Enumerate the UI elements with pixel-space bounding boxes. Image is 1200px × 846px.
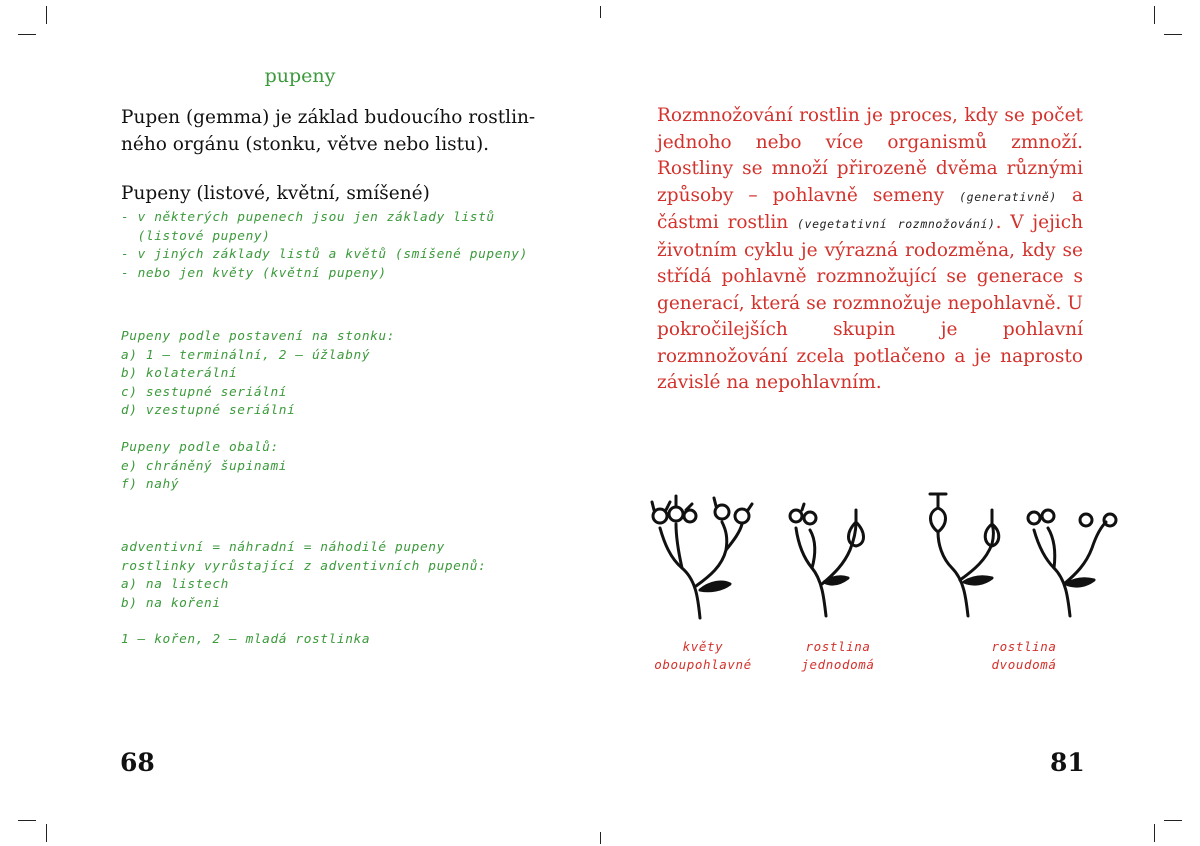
plant-label-line: jednodomá (801, 657, 875, 672)
list-item: b) kolaterální (121, 366, 238, 382)
lead-line: ného orgánu (stonku, větve nebo listu). (121, 134, 490, 155)
plant-label-line: rostlina (805, 639, 871, 654)
legend-text: 1 – kořen, 2 – mladá rostlinka (121, 632, 371, 647)
list-item: a) na listech (121, 577, 229, 593)
lead-line: Pupen (gemma) je základ budoucího rostlin- (121, 107, 536, 128)
plant-illustrations (630, 480, 1130, 620)
list-item: d) vzestupné seriální (121, 403, 296, 419)
paragraph-text: . V jejich životním cyklu je výrazná rodozměna, kdy se střídá pohlavně rozmnožující se generace s generací, která se rozmnožuje nepohlavně. U pokročilejších skupin je pohlavní rozmnožování zcela potlačeno a je naprosto závislé na nepohlavním. (657, 212, 1083, 393)
section-title: Pupeny podle postavení na stonku: (121, 329, 396, 344)
list-item: - v jiných základy listů a květů (smíšené pupeny) (121, 247, 528, 263)
plant-label-line: květy (682, 639, 724, 654)
list-item: a) 1 – terminální, 2 – úžlabný (121, 347, 371, 363)
list-item: b) na kořeni (121, 595, 221, 611)
list-item: e) chráněný šupinami (121, 458, 288, 474)
list-item: c) sestupné seriální (121, 384, 288, 400)
section-title: Pupeny podle obalů: (121, 440, 279, 455)
plant-label (786, 638, 890, 674)
plant-monoecious (790, 504, 864, 616)
list-item: - v některých pupenech jsou jen základy listů (121, 210, 495, 225)
plant-label-line: rostlina (991, 639, 1057, 654)
plant-label (972, 638, 1076, 674)
page-heading: pupeny (264, 65, 336, 87)
section-title: adventivní = náhradní = náhodilé pupeny (121, 540, 445, 555)
list-item: rostlinky vyrůstající z adventivních pupenů: (121, 558, 487, 574)
list-item: f) nahý (121, 477, 180, 493)
plant-label-line: dvoudomá (991, 657, 1057, 672)
page-number: 81 (1050, 748, 1085, 777)
plant-dioecious-male (1028, 510, 1116, 616)
paragraph-note: (vegetativní rozmnožování) (797, 217, 996, 231)
page-number: 68 (120, 748, 155, 777)
paragraph-text: a částmi rostlin (657, 184, 1083, 233)
buds-title: Pupeny (listové, květní, smíšené) (121, 183, 430, 204)
list-item: (listové pupeny) (121, 228, 271, 244)
list-item: - nebo jen květy (květní pupeny) (121, 265, 387, 281)
plant-dioecious-female (930, 494, 999, 616)
plant-label-line: oboupohlavné (654, 657, 752, 672)
plant-bisexual-flowers (652, 496, 752, 618)
reproduction-paragraph (657, 103, 1083, 397)
plant-label (640, 638, 766, 674)
paragraph-note: (generativně) (959, 189, 1057, 204)
paragraph-text: Rozmnožování rostlin je proces, kdy se počet jednoho nebo více organismů zmnoží. Rostliny se množí přirozeně dvěma různými způsoby – pohlavně semeny (657, 105, 1083, 206)
